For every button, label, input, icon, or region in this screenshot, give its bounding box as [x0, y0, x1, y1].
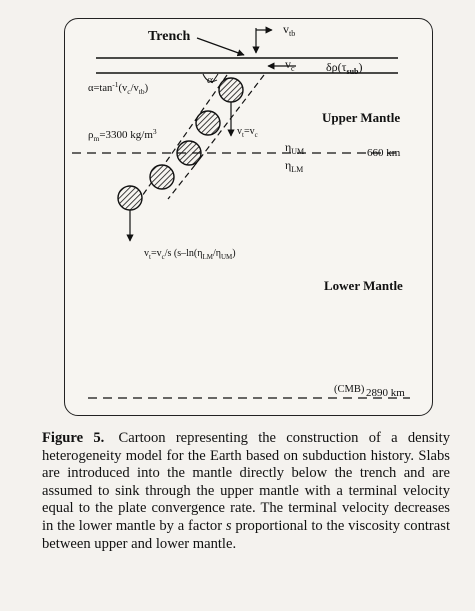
slab-circle-4	[150, 165, 174, 189]
caption-text-part2: proportional to the viscosity contrast between upper and lower mantle.	[42, 517, 451, 552]
alpha-equation: $\alpha=\tan^{-1}(v_c/v_{tb})$	[88, 80, 149, 96]
eta-um-label: $\eta_{UM}$	[285, 140, 305, 156]
caption-text-part1: Cartoon representing the construction of a density heterogeneity model for the Earth based on subduction history. Slabs are introduced into the mantle directly below the trench and are assumed to sink through the upper mantle with a terminal velocity equal to the plate convergence rate. The terminal velocity decreases in the lower mantle by a factor	[42, 430, 450, 534]
vc-label: $v_c$	[285, 57, 295, 73]
rho-m-label: $\rho_m=3300$ $kg/m^3$	[88, 127, 157, 143]
eta-lm-label: $\eta_{LM}$	[285, 158, 304, 174]
caption-figure-label: Figure 5.	[42, 430, 105, 446]
vt-upper-label: $v_t=v_c$	[237, 126, 258, 139]
alpha-symbol: α	[207, 74, 213, 86]
lower-mantle-label: Lower Mantle	[324, 278, 403, 293]
depth-2890-label: 2890 km	[366, 387, 405, 399]
cmb-label: (CMB)	[334, 384, 365, 395]
vtb-label: $v_{tb}$	[283, 22, 296, 38]
alpha-ray	[212, 74, 218, 83]
delta-rho-label: $\delta\rho(\tau_{sub})$	[326, 60, 363, 76]
slab-circle-5	[118, 186, 142, 210]
trench-label: Trench	[148, 29, 191, 44]
upper-mantle-label: Upper Mantle	[322, 110, 401, 125]
figure-caption	[42, 430, 450, 553]
caption-s-variable: s	[225, 517, 232, 534]
slab-circle-1	[219, 78, 243, 102]
slab-circle-2	[196, 111, 220, 135]
vt-lower-label: $v_t=v_c/s$ ($s-\ln(\eta_{LM}/\eta_{UM})$	[144, 248, 236, 261]
depth-660-label: 660 km	[367, 147, 401, 159]
trench-arrow	[197, 38, 244, 55]
